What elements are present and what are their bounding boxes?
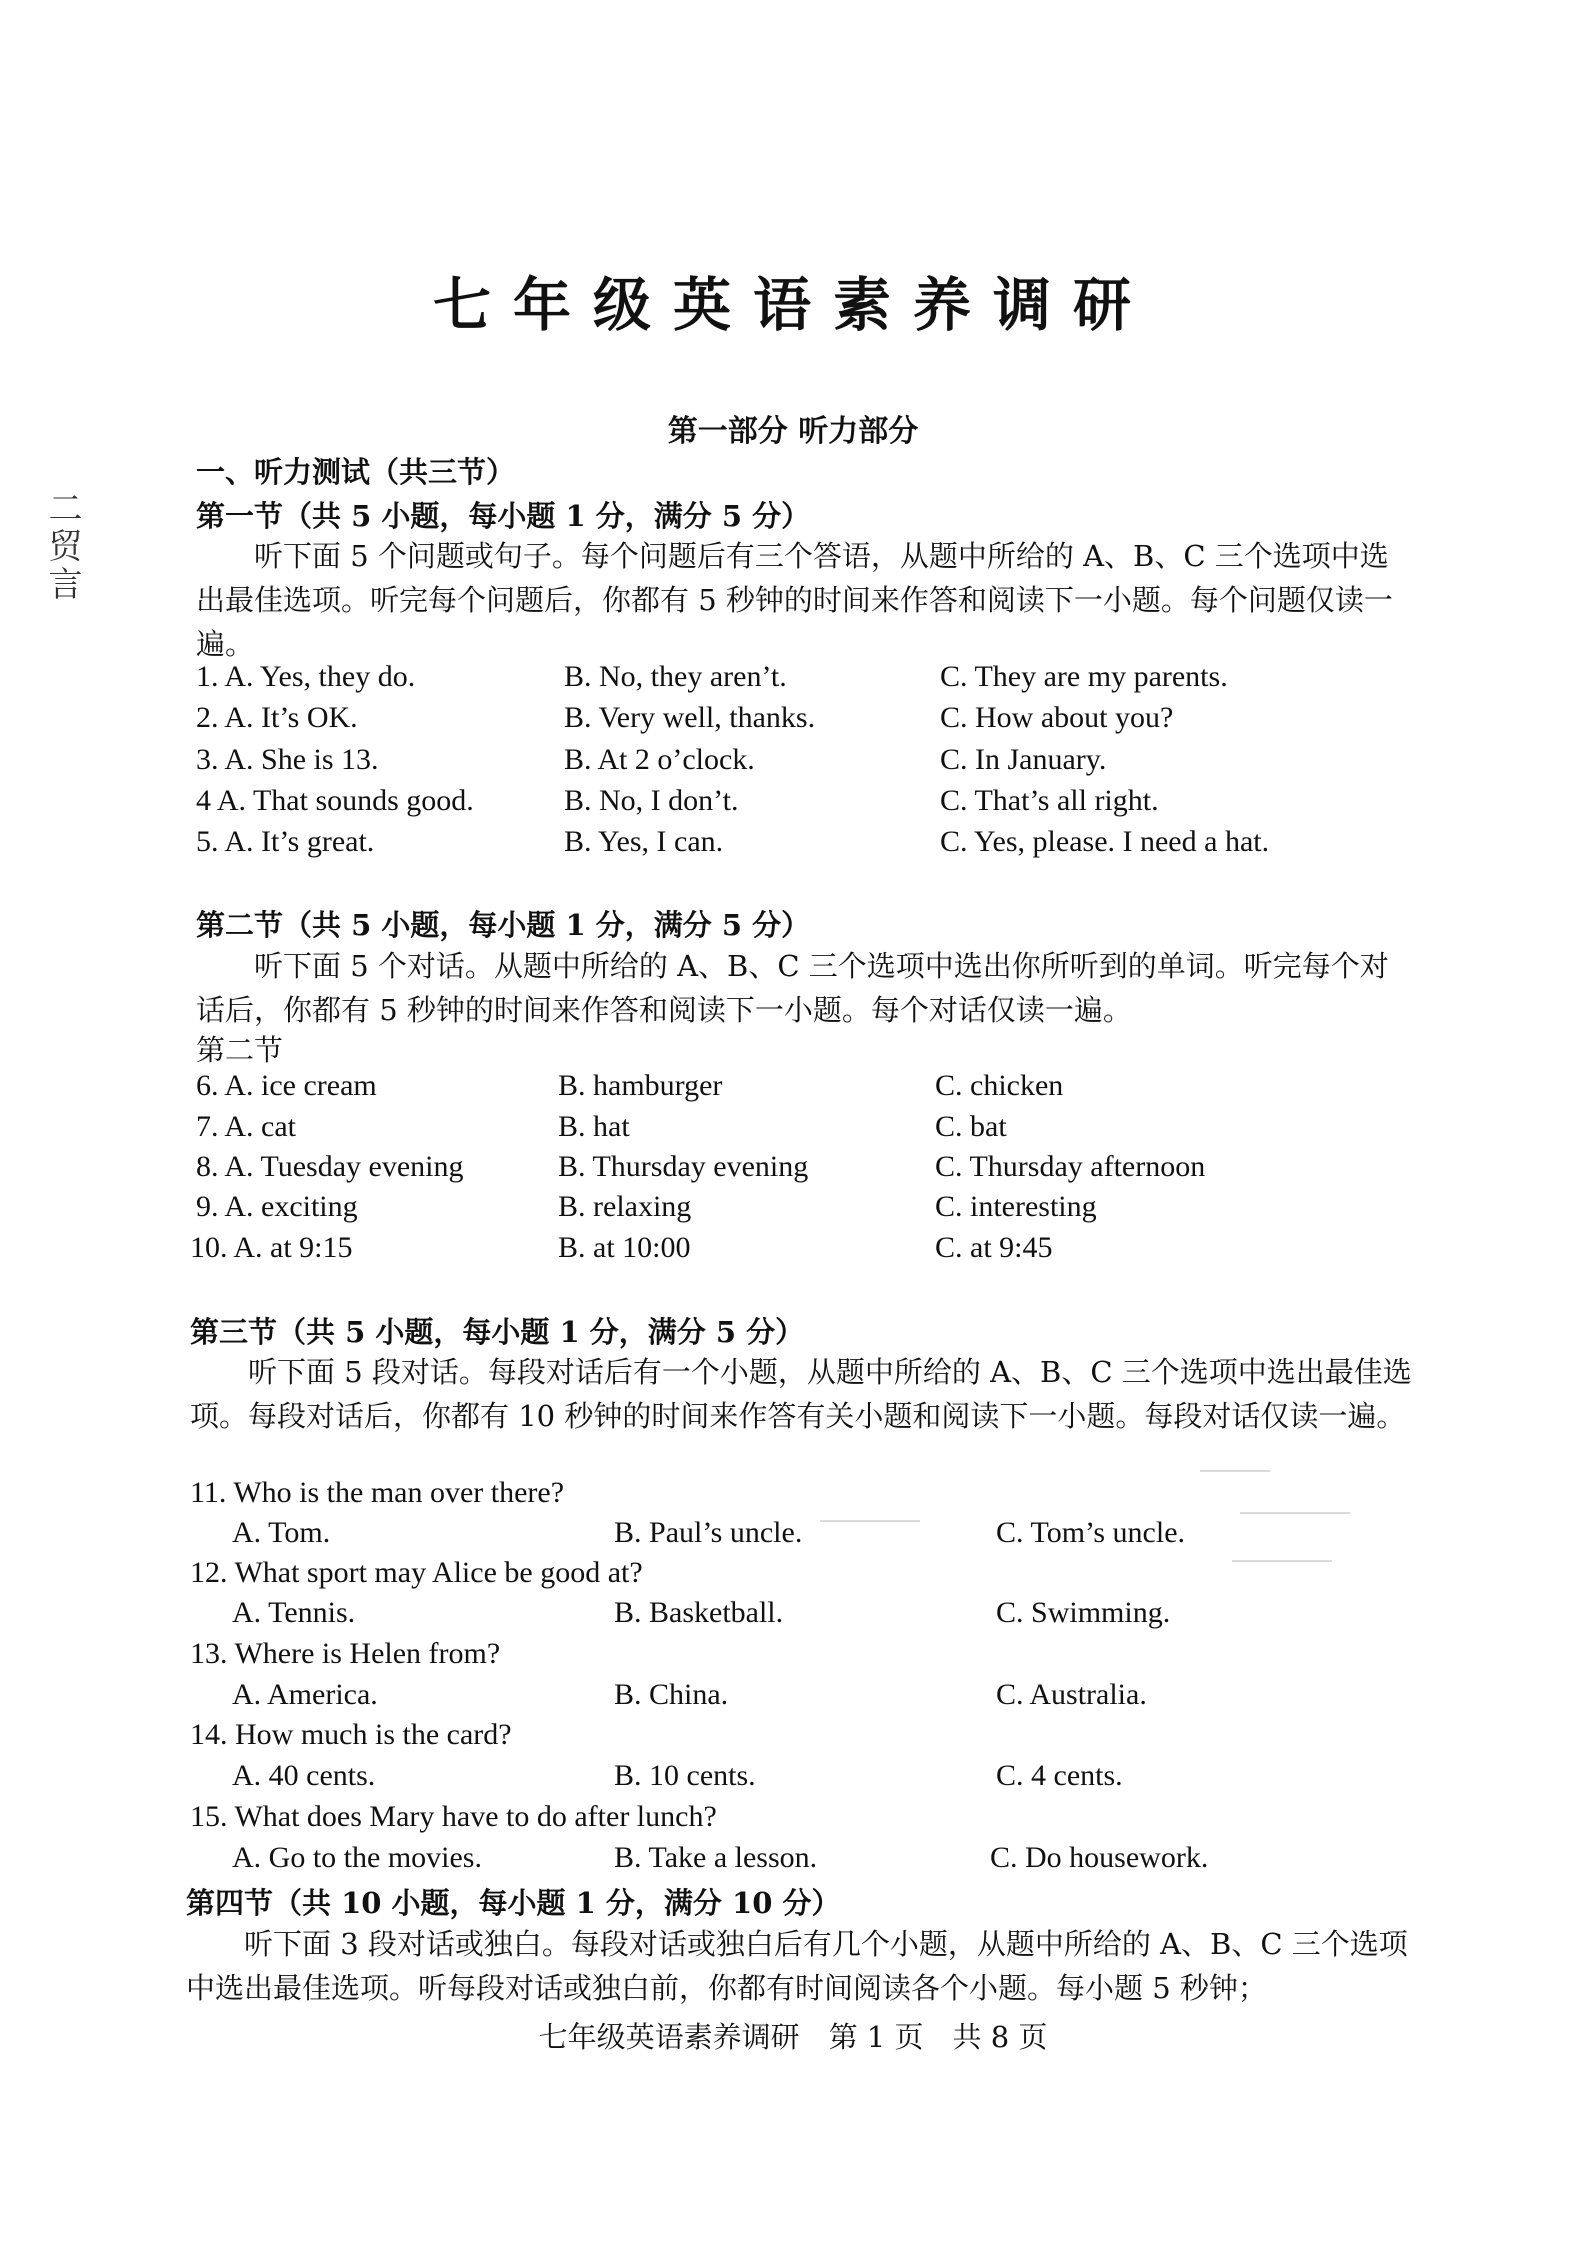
s2-q7-b: B. hat [558,1110,630,1143]
s2-sub-label: 第二节 [196,1033,284,1067]
s1-heading: 第一节（共 5 小题，每小题 1 分，满分 5 分） [196,499,811,533]
s1-q4-b: B. No, I don’t. [564,784,739,817]
s2-q10-a: 10. A. at 9:15 [190,1231,353,1264]
s3-q11-c: C. Tom’s uncle. [996,1516,1186,1549]
s3-heading: 第三节（共 5 小题，每小题 1 分，满分 5 分） [190,1315,805,1349]
s2-instructions [196,944,1416,1032]
s2-q10-b: B. at 10:00 [558,1231,691,1264]
s1-q4-c: C. That’s all right. [940,784,1159,817]
s1-q1-a: 1. A. Yes, they do. [196,660,416,693]
s1-q3-a: 3. A. She is 13. [196,743,379,776]
s1-q1-b: B. No, they aren’t. [564,660,787,693]
s2-instructions-text: 听下面 5 个对话。从题中所给的 A、B、C 三个选项中选出你所听到的单词。听完每个对话后，你都有 5 秒钟的时间来作答和阅读下一小题。每个对话仅读一遍。 [196,949,1389,1027]
s3-q13-b: B. China. [614,1678,729,1711]
page-title: 七年级英语素养调研 [432,271,1153,339]
s1-instructions-text: 听下面 5 个问题或句子。每个问题后有三个答语，从题中所给的 A、B、C 三个选项中选出最佳选项。听完每个问题后，你都有 5 秒钟的时间来作答和阅读下一小题。每个问题仅读一遍。 [196,539,1393,661]
section-title: 一、听力测试（共三节） [196,455,516,489]
s3-q12: 12. What sport may Alice be good at? [190,1556,643,1589]
s4-instructions [186,1922,1416,2010]
s3-q14-a: A. 40 cents. [232,1759,376,1792]
s2-q8-a: 8. A. Tuesday evening [196,1150,464,1183]
s1-q2-a: 2. A. It’s OK. [196,701,358,734]
part-title: 第一部分 听力部分 [667,414,919,449]
s3-q13: 13. Where is Helen from? [190,1637,501,1670]
page-footer: 七年级英语素养调研 第 1 页 共 8 页 [538,2020,1048,2054]
s2-q10-c: C. at 9:45 [935,1231,1053,1264]
s3-q15-b: B. Take a lesson. [614,1841,818,1874]
s2-q6-c: C. chicken [935,1069,1064,1102]
s1-q4-a: 4 A. That sounds good. [196,784,474,817]
s3-q15-c: C. Do housework. [990,1841,1209,1874]
s3-q12-a: A. Tennis. [232,1596,356,1629]
s3-q15-a: A. Go to the movies. [232,1841,482,1874]
s2-q6-b: B. hamburger [558,1069,723,1102]
s3-instructions-text: 听下面 5 段对话。每段对话后有一个小题，从题中所给的 A、B、C 三个选项中选出最佳选项。每段对话后，你都有 10 秒钟的时间来作答有关小题和阅读下一小题。每段对话仅读一遍。 [190,1355,1412,1433]
s4-instructions-text: 听下面 3 段对话或独白。每段对话或独白后有几个小题，从题中所给的 A、B、C 三个选项中选出最佳选项。听每段对话或独白前，你都有时间阅读各个小题。每小题 5 秒钟； [186,1927,1408,2005]
s1-instructions [196,534,1416,666]
s2-q9-a: 9. A. exciting [196,1190,358,1223]
s3-q14: 14. How much is the card? [190,1718,512,1751]
s1-q2-b: B. Very well, thanks. [564,701,816,734]
s4-heading: 第四节（共 10 小题，每小题 1 分，满分 10 分） [186,1886,841,1920]
s1-q5-c: C. Yes, please. I need a hat. [940,825,1270,858]
s1-q3-b: B. At 2 o’clock. [564,743,755,776]
margin-mark: 二贸言 [42,490,82,604]
s3-q11-b: B. Paul’s uncle. [614,1516,803,1549]
s3-q13-a: A. America. [232,1678,378,1711]
s2-q7-c: C. bat [935,1110,1007,1143]
s1-q2-c: C. How about you? [940,701,1174,734]
scan-artifact [1232,1560,1332,1562]
scan-artifact [820,1520,920,1522]
s3-q12-c: C. Swimming. [996,1596,1171,1629]
s2-q9-c: C. interesting [935,1190,1097,1223]
s3-q15: 15. What does Mary have to do after lunch? [190,1800,717,1833]
s2-q8-c: C. Thursday afternoon [935,1150,1206,1183]
s3-q11-a: A. Tom. [232,1516,331,1549]
s1-q3-c: C. In January. [940,743,1107,776]
s3-q14-c: C. 4 cents. [996,1759,1123,1792]
scan-artifact [1240,1512,1350,1514]
s2-q8-b: B. Thursday evening [558,1150,809,1183]
s2-q6-a: 6. A. ice cream [196,1069,377,1102]
s2-q7-a: 7. A. cat [196,1110,296,1143]
scan-artifact [1200,1470,1270,1472]
s1-q5-a: 5. A. It’s great. [196,825,375,858]
s1-q5-b: B. Yes, I can. [564,825,724,858]
s3-q12-b: B. Basketball. [614,1596,784,1629]
s3-q11: 11. Who is the man over there? [190,1476,565,1509]
s3-q14-b: B. 10 cents. [614,1759,756,1792]
s3-q13-c: C. Australia. [996,1678,1147,1711]
s3-instructions [190,1350,1420,1438]
s1-q1-c: C. They are my parents. [940,660,1228,693]
s2-heading: 第二节（共 5 小题，每小题 1 分，满分 5 分） [196,908,811,942]
s2-q9-b: B. relaxing [558,1190,692,1223]
